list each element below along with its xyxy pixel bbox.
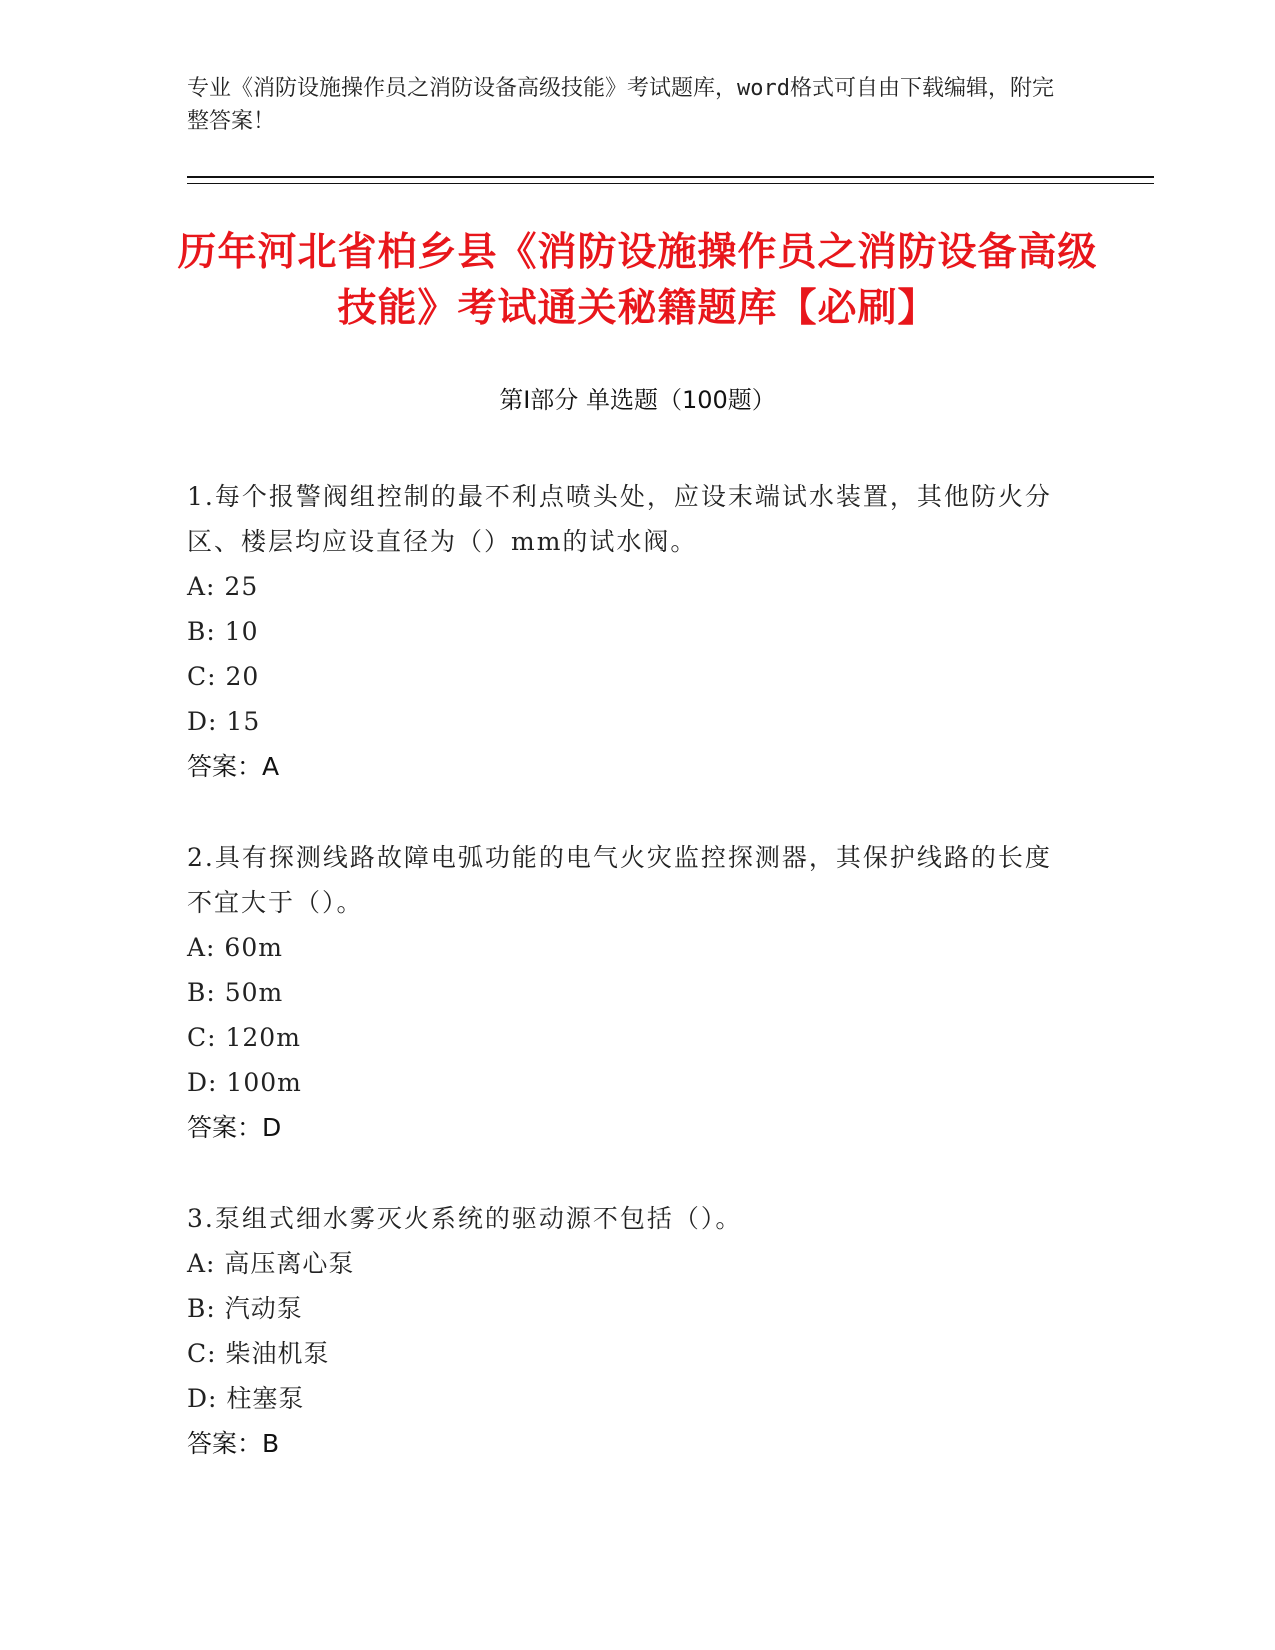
question-stem: 3.泵组式细水雾灭火系统的驱动源不包括（）。 [187,1204,743,1233]
document-title: 历年河北省柏乡县《消防设施操作员之消防设备高级技能》考试通关秘籍题库【必刷】 [177,230,1098,331]
answer-line: 答案：D [187,1113,282,1142]
option-c: C: 20 [187,662,260,691]
option-d: D: 100m [187,1068,302,1097]
option-a: A: 60m [187,933,283,962]
answer-line: 答案：A [187,752,280,781]
option-b: B: 汽动泵 [187,1294,303,1323]
option-a: A: 高压离心泵 [187,1249,355,1278]
option-b: B: 10 [187,617,259,646]
section-heading: 第I部分 单选题（100题） [499,386,776,414]
question-1 [187,474,1067,789]
option-b: B: 50m [187,978,284,1007]
question-stem: 2.具有探测线路故障电弧功能的电气火灾监控探测器，其保护线路的长度不宜大于（）。 [187,843,1052,917]
header-rule-thin [187,183,1154,184]
answer-line: 答案：B [187,1429,280,1458]
question-3 [187,1196,1067,1466]
option-a: A: 25 [187,572,259,601]
question-stem: 1.每个报警阀组控制的最不利点喷头处，应设末端试水装置，其他防火分区、楼层均应设直径为（）mm的试水阀。 [187,482,1052,556]
question-2 [187,835,1067,1150]
option-d: D: 柱塞泵 [187,1384,305,1413]
option-c: C: 120m [187,1023,301,1052]
header-rule-thick [187,176,1154,178]
option-d: D: 15 [187,707,261,736]
header-note: 专业《消防设施操作员之消防设备高级技能》考试题库，word格式可自由下载编辑，附完整答案！ [187,76,1054,134]
option-c: C: 柴油机泵 [187,1339,330,1368]
